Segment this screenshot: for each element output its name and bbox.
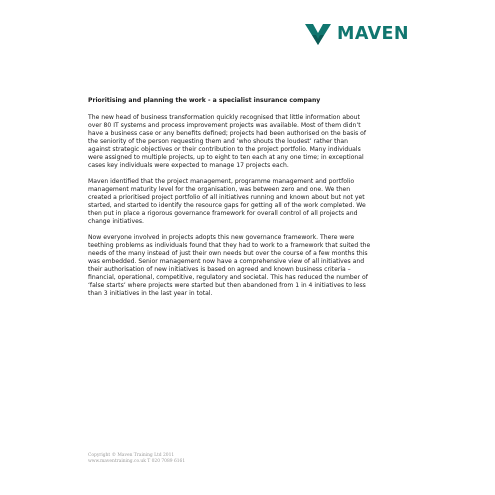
document-title: Prioritising and planning the work - a specialist insurance company xyxy=(88,97,321,104)
maven-logo xyxy=(303,21,409,47)
maven-logo-text: MAVEN xyxy=(337,24,409,44)
document-body xyxy=(88,97,408,306)
maven-logo-icon xyxy=(303,21,333,47)
footer-copyright: Copyright © Maven Training Ltd 2011 xyxy=(88,453,175,458)
paragraph-2: Maven identified that the project management, programme management and portfolio management maturity level for the organisation, was between zero and one. We then created a prioritised project portfolio of all initiatives running and known about but not yet started, and started to identify the resource gaps for getting all of the work completed. We then put in place a rigorous governance framework for overall control of all projects and change initiatives. xyxy=(88,178,366,225)
paragraph-3: Now everyone involved in projects adopts this new governance framework. There were teething problems as individuals found that they had to work to a framework that suited the needs of the many instead of just their own needs but over the course of a few months this was embedded. Senior management now have a comprehensive view of all initiatives and their authorisation of new initiatives is based on agreed and known business criteria – financial, operational, competitive, regulatory and societal. This has reduced the number of ‘false starts’ where projects were started but then abandoned from 1 in 4 initiatives to less than 3 initiatives in the last year in total. xyxy=(88,234,371,297)
copyright-footer xyxy=(88,453,185,464)
paragraph-1: The new head of business transformation quickly recognised that little information about over 80 IT systems and process improvement projects was available. Most of them didn’t have a business case or any benefits defined; projects had been authorised on the basis of the seniority of the person requesting them and ‘who shouts the loudest’ rather than against strategic objectives or their contribution to the project portfolio. Many individuals were assigned to multiple projects, up to eight to ten each at any one time; in exceptional cases key individuals were expected to manage 17 projects each. xyxy=(88,114,367,169)
footer-contact: www.maventraining.co.uk T 020 7089 6161 xyxy=(88,458,186,464)
